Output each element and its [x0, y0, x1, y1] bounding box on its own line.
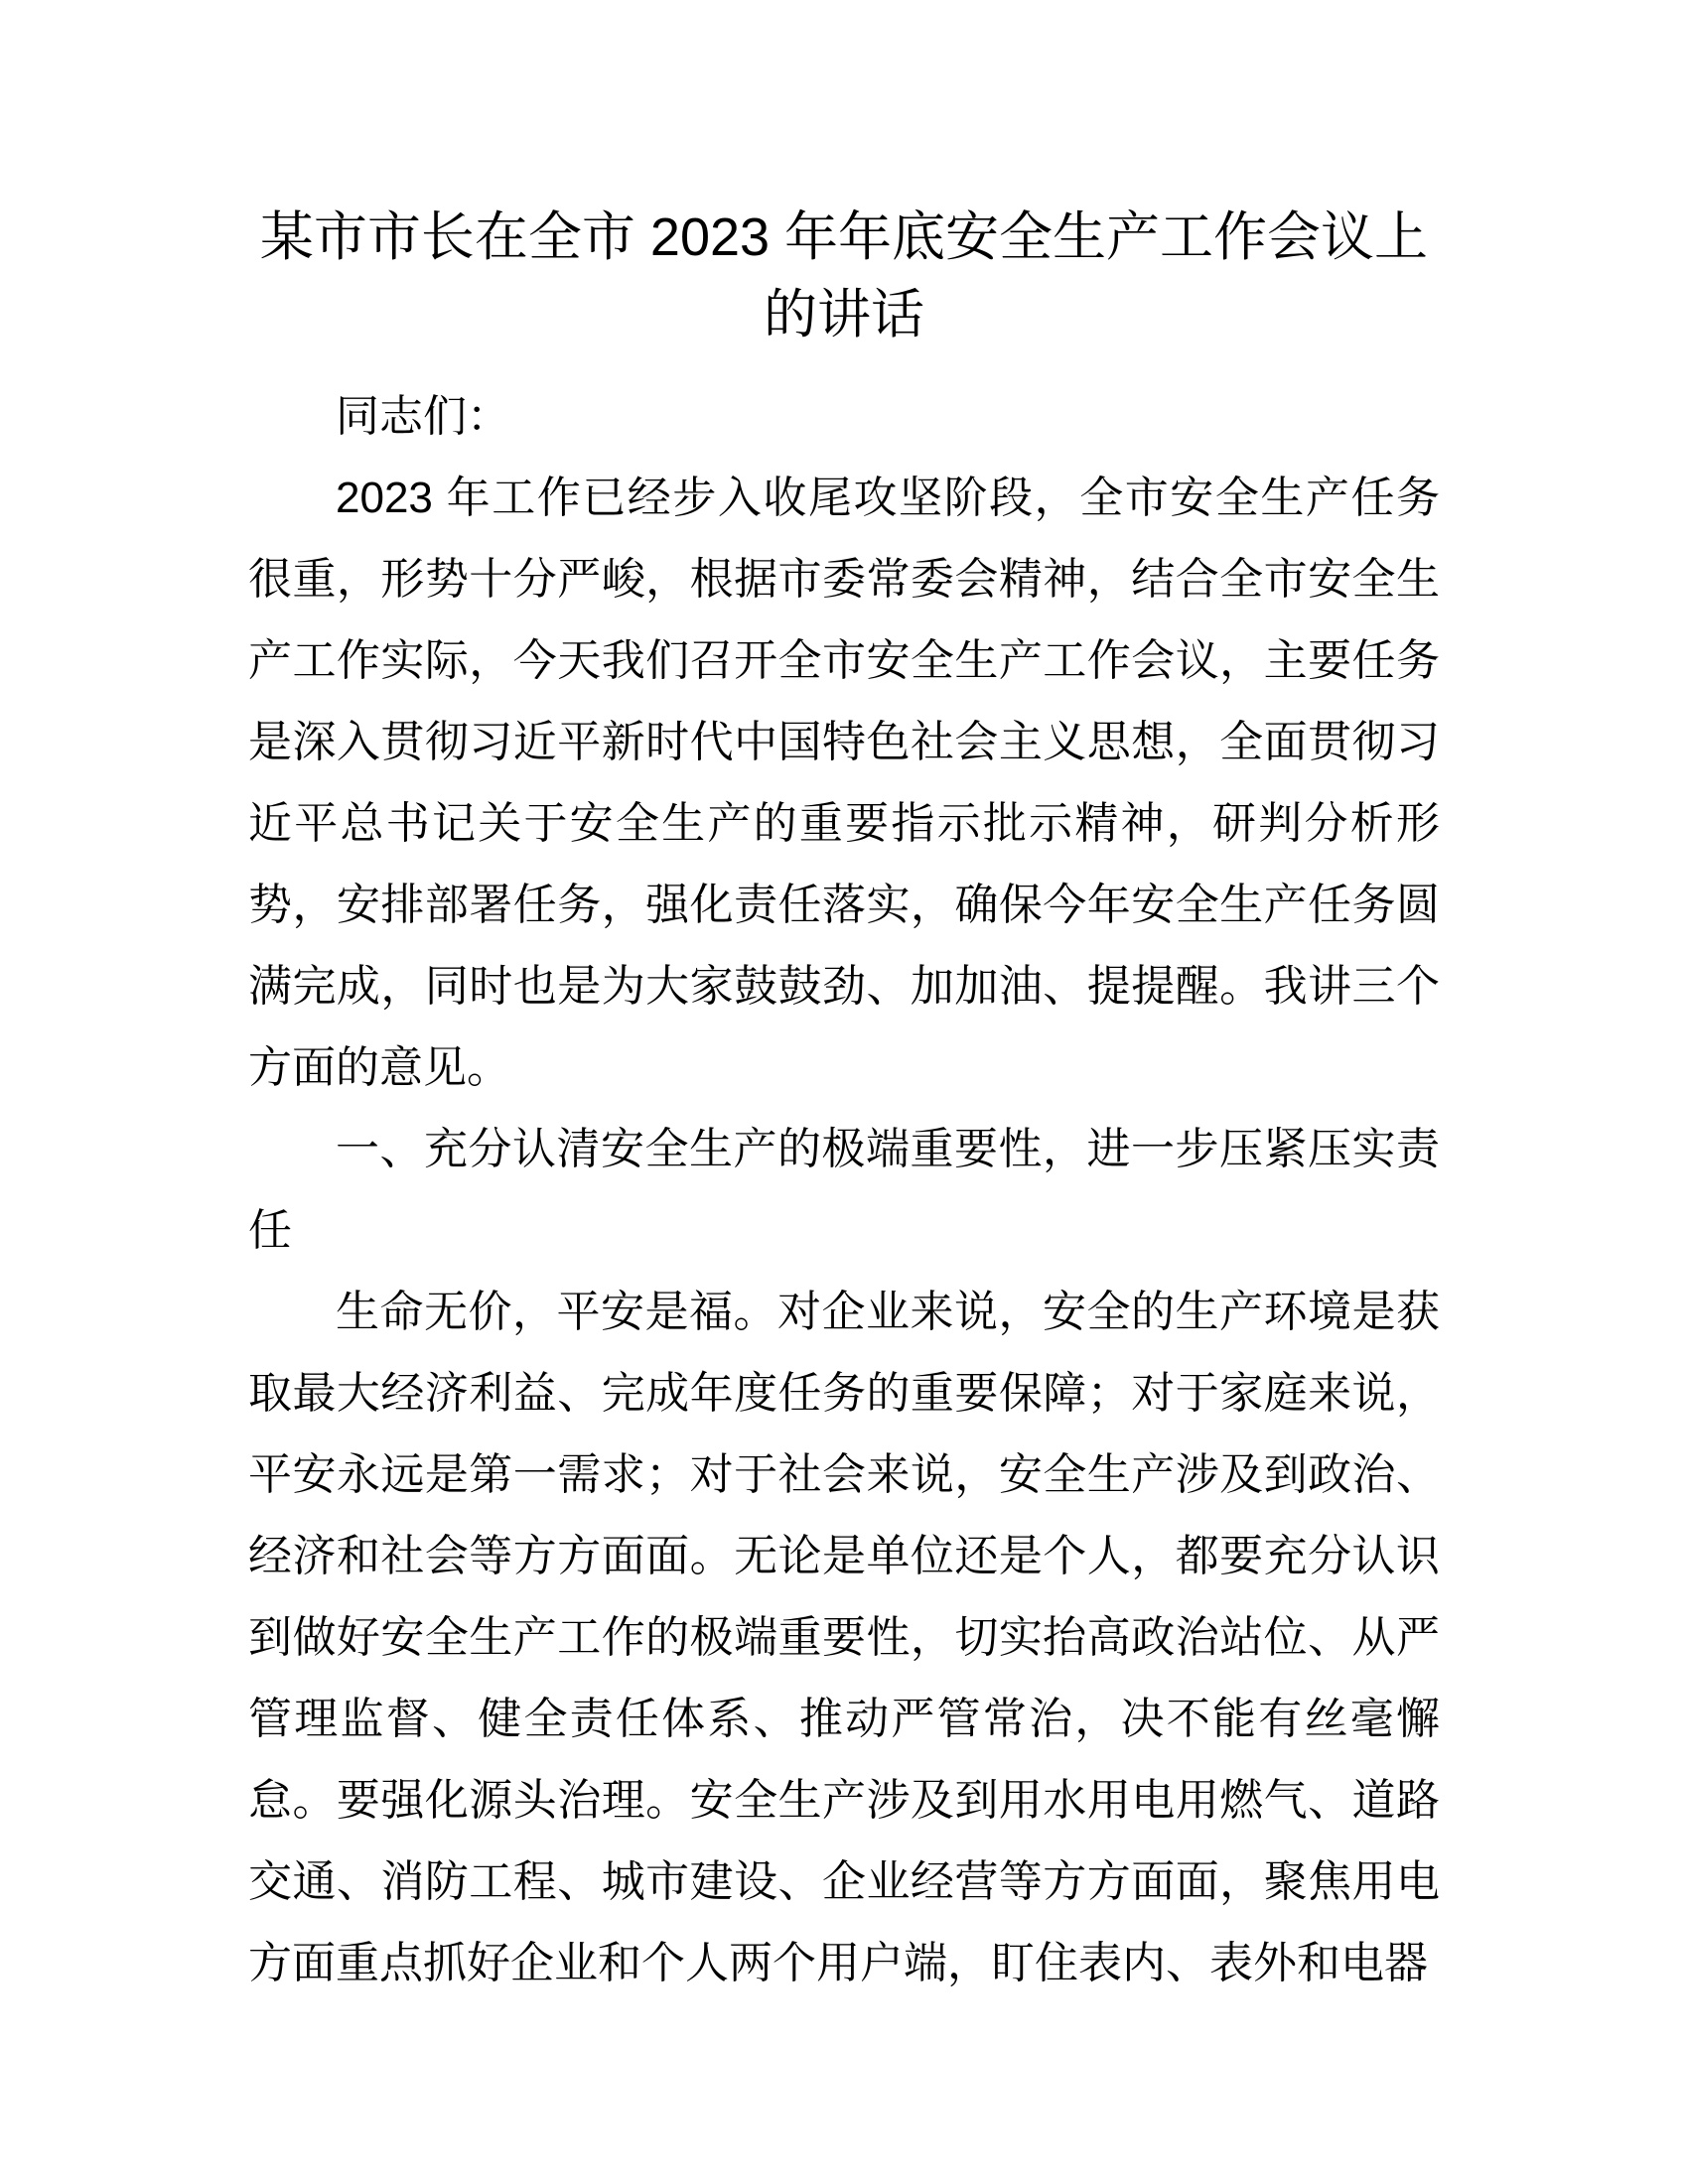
paragraph-intro: 2023 年工作已经步入收尾攻坚阶段，全市安全生产任务很重，形势十分严峻，根据市委常委会精神，结合全市安全生产工作实际，今天我们召开全市安全生产工作会议，主要任务是深入贯彻习近平新时代中国特色社会主义思想，全面贯彻习近平总书记关于安全生产的重要指示批示精神，研判分析形势，安排部署任务，强化责任落实，确保今年安全生产任务圆满完成，同时也是为大家鼓鼓劲、加加油、提提醒。我讲三个方面的意见。 [248, 474, 1440, 1092]
salutation: 同志们： [336, 392, 510, 441]
document-content [248, 199, 1440, 2004]
section-heading-1: 一、充分认清安全生产的极端重要性，进一步压紧压实责任 [248, 1125, 1440, 1255]
paragraph-section-1-body: 生命无价，平安是福。对企业来说，安全的生产环境是获取最大经济利益、完成年度任务的重要保障；对于家庭来说，平安永远是第一需求；对于社会来说，安全生产涉及到政治、经济和社会等方方面面。无论是单位还是个人，都要充分认识到做好安全生产工作的极端重要性，切实抬高政治站位、从严管理监督、健全责任体系、推动严管常治，决不能有丝毫懈怠。要强化源头治理。安全生产涉及到用水用电用燃气、道路交通、消防工程、城市建设、企业经营等方方面面，聚焦用电方面重点抓好企业和个人两个用户端，盯住表内、表外和电器 [248, 1288, 1440, 1987]
document-title: 某市市长在全市 2023 年年底安全生产工作会议上的讲话 [259, 207, 1429, 344]
